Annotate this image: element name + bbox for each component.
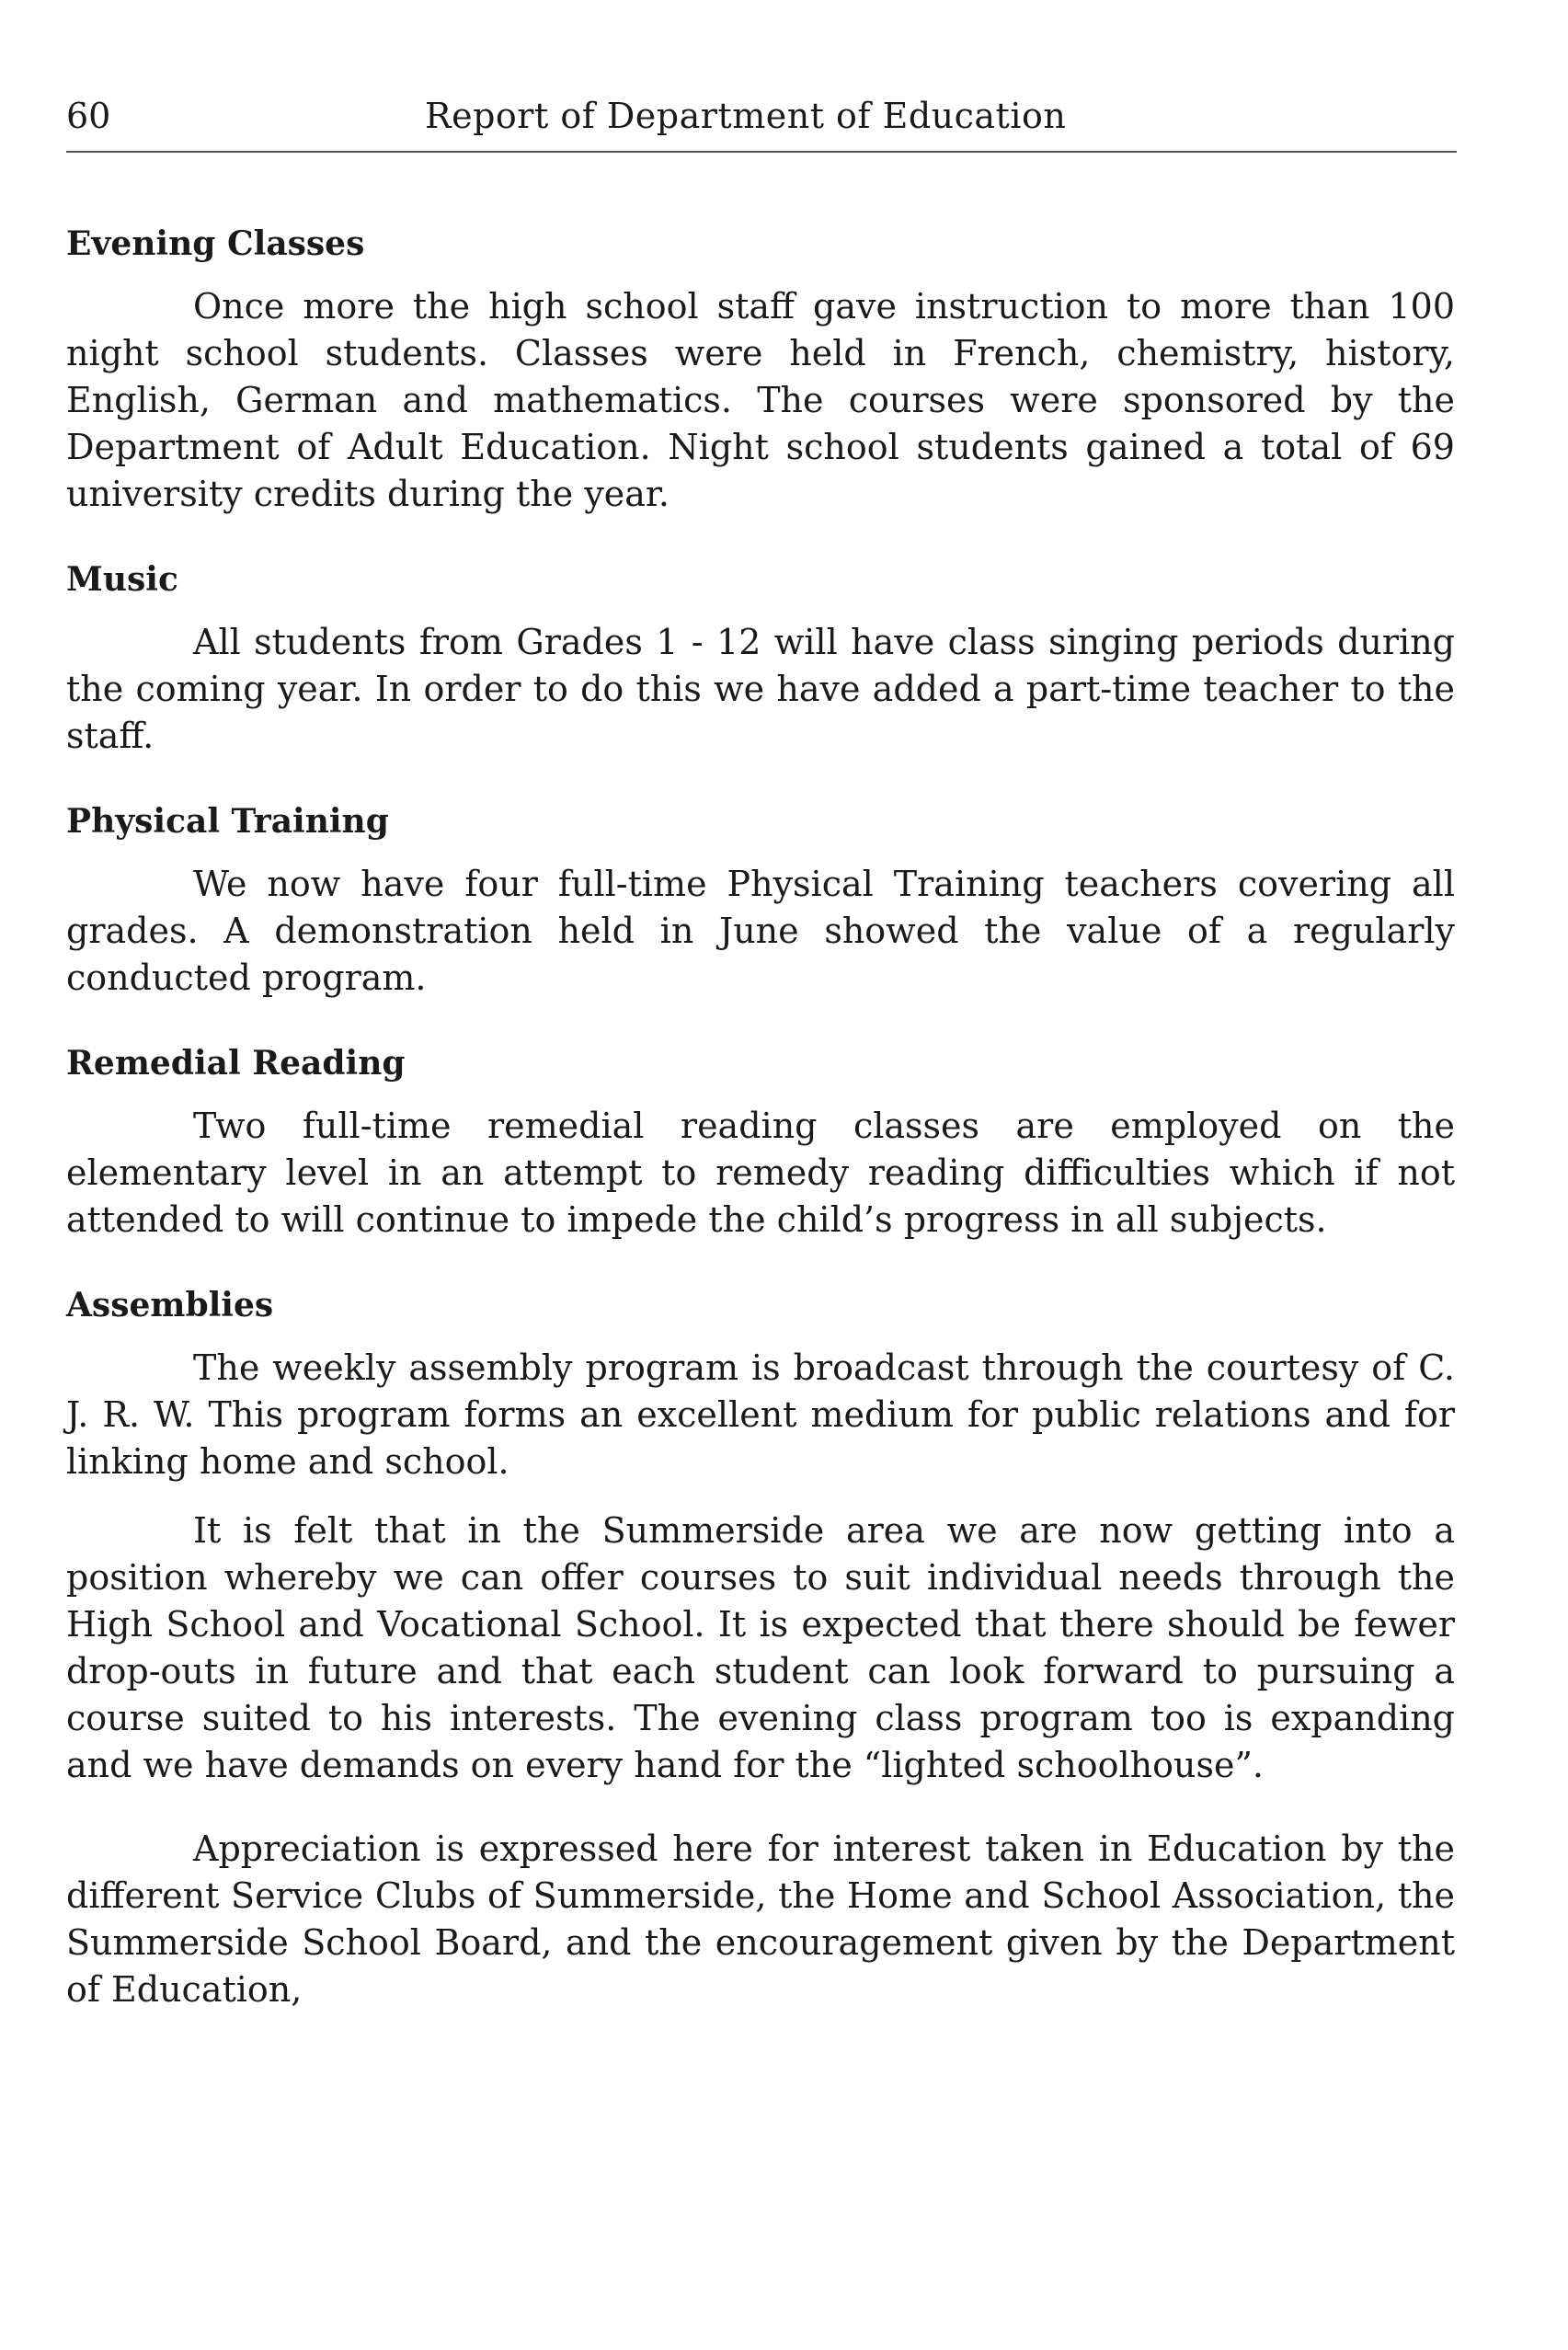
section-evening-classes [66, 221, 1455, 518]
section-heading: Evening Classes [66, 224, 365, 263]
paragraph: Two full-time remedial reading classes are employed on the elementary level in an attempt to remedy reading difficulties which if not attended to will continue to impede the child’s progress in all subjects. [66, 1106, 1455, 1240]
paragraph: It is felt that in the Summerside area we are now getting into a position whereby we can offer courses to suit individual needs through the High School and Vocational School. It is expected that there should be fewer drop-outs in future and that each student can look forward to pursuing a course suited to his interests. The evening class program too is expanding and we have demands on every hand for the “lighted schoolhouse”. [66, 1510, 1455, 1785]
section-heading: Remedial Reading [66, 1044, 406, 1083]
paragraph: The weekly assembly program is broadcast through the courtesy of C. J. R. W. This program forms an excellent medium for public relations and for linking home and school. [66, 1347, 1455, 1482]
section-assemblies [66, 1282, 1455, 2013]
section-heading: Assemblies [66, 1286, 274, 1324]
section-remedial-reading [66, 1040, 1455, 1244]
paragraph: Once more the high school staff gave instruction to more than 100 night school students. Classes were held in French, chemistry, history, English, German and mathematics. The courses were sponsored by the Department of Adult Education. Night school students gained a total of 69 university credits during the year. [66, 286, 1455, 514]
page-number: 60 [66, 96, 111, 136]
section-physical-training [66, 798, 1455, 1002]
page-header [66, 88, 1457, 143]
running-title: Report of Department of Education [425, 96, 1067, 136]
header-divider [66, 151, 1457, 153]
paragraph: All students from Grades 1 - 12 will have class singing periods during the coming year. In order to do this we have added a part-time teacher to the staff. [66, 622, 1455, 756]
paragraph: We now have four full-time Physical Training teachers covering all grades. A demonstration held in June showed the value of a regularly conducted program. [66, 864, 1455, 998]
body-content [66, 221, 1455, 2013]
section-heading: Music [66, 560, 178, 599]
paragraph: Appreciation is expressed here for interest taken in Education by the different Service Clubs of Summerside, the Home and School Association, the Summerside School Board, and the encouragement given by the Department of Education, [66, 1828, 1455, 2010]
section-heading: Physical Training [66, 802, 389, 841]
section-music [66, 556, 1455, 760]
